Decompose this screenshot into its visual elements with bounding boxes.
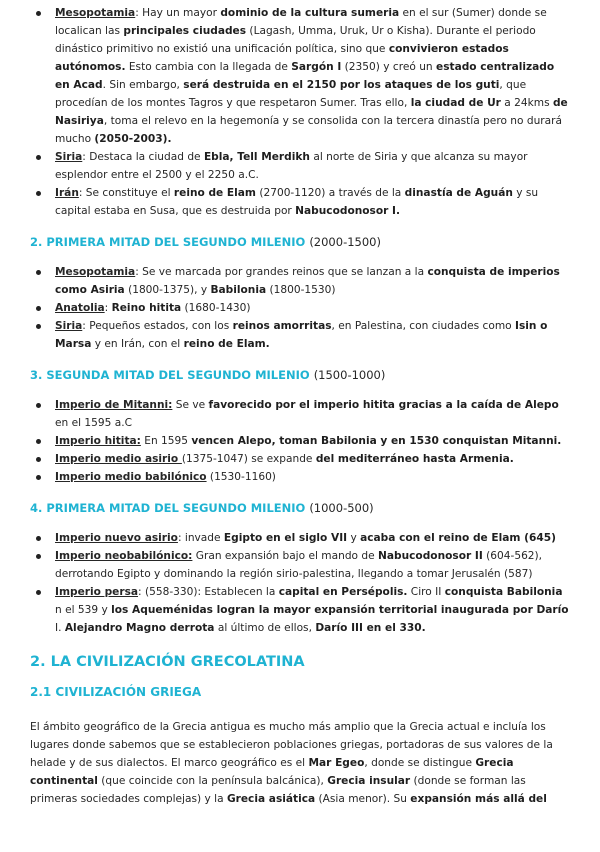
bold-text: reino de Elam. (183, 338, 270, 350)
text-run: al último de ellos, (214, 622, 316, 634)
item-term: Mesopotamia (55, 7, 136, 19)
bold-text: Egipto en el siglo VII (223, 532, 348, 544)
text-run: (que coincide con la península balcánica), (97, 775, 328, 787)
bold-text: reinos amorritas (232, 320, 332, 332)
text-run: , toma el relevo en la hegemonía y se consolida con la tercera dinastía pero no durará mucho (55, 115, 562, 145)
list-item (0, 529, 600, 547)
item-term: Mesopotamia (55, 266, 136, 278)
bold-text: Mar Egeo (308, 757, 365, 769)
text-run: a 24kms (500, 97, 553, 109)
item-term: Imperio nuevo asirio (55, 532, 178, 544)
section4-number: 4. (30, 501, 47, 515)
section2-number: 2. (30, 235, 47, 249)
text-run: Ciro II (407, 586, 445, 598)
section3-title: SEGUNDA MITAD DEL SEGUNDO MILENIO (46, 368, 314, 382)
list-item (0, 317, 600, 353)
body-paragraph (0, 718, 600, 808)
bold-text: Nabucodonosor II (378, 550, 483, 562)
section2-range: (2000-1500) (309, 235, 381, 249)
bold-text: los Aqueménidas logran la mayor expansión territorial inaugurada por Darío (111, 604, 569, 616)
item-term: Imperio hitita: (55, 435, 141, 447)
text-run: : Se ve marcada por grandes reinos que se lanzan a la (135, 266, 428, 278)
text-run: Esto cambia con la llegada de (125, 61, 292, 73)
text-run: , en Palestina, con ciudades como (331, 320, 515, 332)
text-run: en el sur (Sumer) donde se localican las (55, 7, 547, 37)
text-run: (1530-1160) (206, 471, 276, 483)
bold-text: reino de Elam (173, 187, 256, 199)
document-page (0, 4, 600, 852)
text-run: n el 539 y (55, 604, 112, 616)
item-term: Imperio medio babilónico (55, 471, 207, 483)
bold-text: expansión más allá del (410, 793, 547, 805)
chapter-title: 2. LA CIVILIZACIÓN GRECOLATINA (30, 654, 305, 670)
text-run: : Se constituye el (78, 187, 174, 199)
list-item (0, 148, 600, 184)
section1-list (0, 4, 600, 220)
text-run: y en Irán, con el (91, 338, 184, 350)
list-item (0, 4, 600, 148)
list-item (0, 184, 600, 220)
item-term: Imperio de Mitanni: (55, 399, 173, 411)
bold-text: Nabucodonosor I. (295, 205, 401, 217)
bold-text: será destruida en el 2150 por los ataques de los guti (183, 79, 500, 91)
item-term: Imperio neobabilónico: (55, 550, 193, 562)
text-run: , que procedían de los montes Tagros y que respetaron Sumer. Tras ello, (55, 79, 527, 109)
text-run: Gran expansión bajo el mando de (192, 550, 379, 562)
section4-heading (0, 499, 600, 517)
bold-text: Isin o Marsa (55, 320, 548, 350)
text-run: : Pequeños estados, con los (82, 320, 233, 332)
text-run: (1800-1530) (266, 284, 336, 296)
bold-text: principales ciudades (123, 25, 247, 37)
text-run: (Asia menor). Su (315, 793, 411, 805)
list-item (0, 299, 600, 317)
section2-heading (0, 233, 600, 251)
bold-text: dinastía de Aguán (404, 187, 513, 199)
list-item (0, 468, 600, 486)
text-run: : (104, 302, 112, 314)
section4-title: PRIMERA MITAD DEL SEGUNDO MILENIO (46, 501, 310, 515)
item-term: Siria (55, 151, 83, 163)
section2-title: PRIMERA MITAD DEL SEGUNDO MILENIO (46, 235, 310, 249)
bold-text: convivieron estados autónomos. (55, 43, 509, 73)
bold-text: del mediterráneo hasta Armenia. (315, 453, 514, 465)
bold-text: Alejandro Magno derrota (64, 622, 215, 634)
list-item (0, 396, 600, 432)
text-run: (2350) y creó un (341, 61, 437, 73)
section4-range: (1000-500) (309, 501, 374, 515)
bold-text: Sargón I (291, 61, 342, 73)
bold-text: estado centralizado en Acad (55, 61, 555, 91)
subsection-title: 2.1 CIVILIZACIÓN GRIEGA (30, 685, 202, 699)
item-term: Anatolia (55, 302, 105, 314)
item-term: Irán (55, 187, 79, 199)
text-run: (2700-1120) a través de la (255, 187, 405, 199)
item-term: Imperio medio asirio (55, 453, 182, 465)
list-item (0, 450, 600, 468)
bold-text: capital en Persépolis. (278, 586, 408, 598)
bold-text: conquista Babilonia (444, 586, 563, 598)
text-run: El ámbito geográfico de la Grecia antigua es mucho más amplio que la Grecia actual e incluía los lugares donde sabemos que se establecieron poblaciones griegas, portadoras de sus valores de la helade y de sus dialectos. El marco geográfico es el (30, 721, 553, 769)
bold-text: de Nasiriya (55, 97, 568, 127)
bold-text: Grecia continental (30, 757, 514, 787)
section3-number: 3. (30, 368, 47, 382)
bold-text: dominio de la cultura sumeria (220, 7, 400, 19)
bold-text: Grecia insular (327, 775, 411, 787)
bold-text: Babilonia (210, 284, 267, 296)
list-item (0, 263, 600, 299)
bold-text: conquista de imperios como Asiria (55, 266, 560, 296)
text-run: : Destaca la ciudad de (82, 151, 204, 163)
item-term: Siria (55, 320, 83, 332)
text-run: (Lagash, Umma, Uruk, Ur o Kisha). Durante el periodo dinástico primitivo no existió una unificación política, sino que (55, 25, 536, 55)
bold-text: Ebla, Tell Merdikh (203, 151, 310, 163)
text-run: : invade (177, 532, 224, 544)
bold-text: acaba con el reino de Elam (645) (360, 532, 556, 544)
section3-list (0, 396, 600, 486)
bold-text: Reino hitita (111, 302, 182, 314)
bold-text: la ciudad de Ur (410, 97, 501, 109)
section3-range: (1500-1000) (313, 368, 386, 382)
text-run: : (558-330): Establecen la (138, 586, 279, 598)
text-run: : Hay un mayor (135, 7, 221, 19)
list-item (0, 583, 600, 637)
text-run: (604-562), derrotando Egipto y dominando la región sirio-palestina, llegando a tomar Jerusalén (587) (55, 550, 543, 580)
bold-text: (2050-2003). (94, 133, 172, 145)
text-run: Se ve (172, 399, 209, 411)
list-item (0, 432, 600, 450)
item-term: Imperio persa (55, 586, 139, 598)
section4-list (0, 529, 600, 637)
bold-text: vencen Alepo, toman Babilonia y en 1530 conquistan Mitanni. (191, 435, 562, 447)
text-run: (1375-1047) se expande (181, 453, 316, 465)
text-run: y (347, 532, 361, 544)
text-run: En 1595 (140, 435, 192, 447)
text-run: I. (55, 622, 65, 634)
section3-heading (0, 366, 600, 384)
text-run: , donde se distingue (364, 757, 476, 769)
bold-text: favorecido por el imperio hitita gracias a la caída de Alepo (208, 399, 559, 411)
text-run: (1680-1430) (181, 302, 251, 314)
text-run: al norte de Siria y que alcanza su mayor esplendor entre el 2500 y el 2250 a.C. (55, 151, 528, 181)
section2-list (0, 263, 600, 353)
text-run: (1800-1375), y (124, 284, 211, 296)
bold-text: Grecia asiática (226, 793, 316, 805)
list-item (0, 547, 600, 583)
text-run: en el 1595 a.C (55, 417, 133, 429)
text-run: y su capital estaba en Susa, que es destruida por (55, 187, 539, 217)
text-run: . Sin embargo, (102, 79, 184, 91)
text-run: (donde se forman las primeras sociedades complejas) y la (30, 775, 526, 805)
bold-text: Darío III en el 330. (315, 622, 426, 634)
